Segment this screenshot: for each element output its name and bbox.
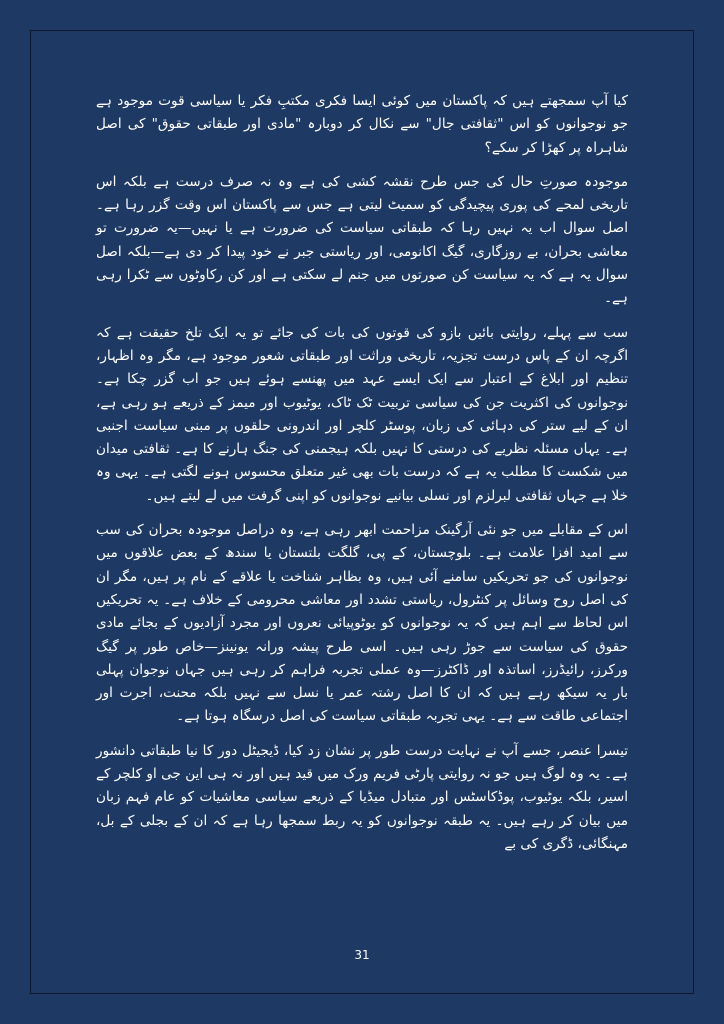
paragraph-traditional-left: سب سے پہلے، روایتی بائیں بازو کی قوتوں کی بات کی جائے تو یہ ایک تلخ حقیقت ہے کہ اگرچہ ان کے پاس درست تجزیہ، تاریخی وراثت اور طبقاتی شعور موجود ہے، مگر وہ اظہار، تنظیم اور ابلاغ کے اعتبار سے ایک ایسے عہد میں پھنسے ہوئے ہیں جو اب گزر چکا ہے۔ نوجوانوں کی اکثریت جن کی سیاسی تربیت ٹک ٹاک، یوٹیوب اور میمز کے ذریعے ہو رہی ہے، ان کے لیے ستر کی دہائی کی زبان، پوسٹر کلچر اور اندرونی حلقوں پر مبنی سیاست اجنبی ہے۔ یہاں مسئلہ نظریے کی درستی کا نہیں بلکہ ہیجمنی کی جنگ ہارنے کا ہے۔ ثقافتی میدان میں شکست کا مطلب یہ ہے کہ درست بات بھی غیر متعلق محسوس ہونے لگتی ہے۔ یہی وہ خلا ہے جہاں ثقافتی لبرلزم اور نسلی بیانیے نوجوانوں کو اپنی گرفت میں لے لیتے ہیں۔ bbox=[96, 324, 628, 504]
paragraph-organic-resistance: اس کے مقابلے میں جو نئی آرگینک مزاحمت ابھر رہی ہے، وہ دراصل موجودہ بحران کی سب سے امید افزا علامت ہے۔ بلوچستان، کے پی، گلگت بلتستان یا سندھ کے بعض علاقوں میں نوجوانوں کی جو تحریکیں سامنے آئی ہیں، وہ بظاہر شناخت یا علاقے کے نام پر ہیں، مگر ان کی اصل روح وسائل پر کنٹرول، ریاستی تشدد اور معاشی محرومی کے خلاف ہے۔ یہ تحریکیں اس لحاظ سے اہم ہیں کہ یہ نوجوانوں کو یوٹوپیائی نعروں اور مجرد آزادیوں کے بجائے مادی حقوق کی سیاست سے جوڑ رہی ہیں۔ اسی طرح پیشہ ورانہ یونینز—خاص طور پر گیگ ورکرز، رائیڈرز، اساتذہ اور ڈاکٹرز—وہ عملی تجربہ فراہم کر رہی ہیں جہاں نوجوان پہلی بار یہ سیکھ رہے ہیں کہ ان کا اصل رشتہ عمر یا نسل سے نہیں بلکہ محنت، اجرت اور اجتماعی طاقت سے ہے۔ یہی تجربہ طبقاتی سیاست کی اصل درسگاہ ہوتا ہے۔ bbox=[96, 522, 628, 725]
paragraph-question: کیا آپ سمجھتے ہیں کہ پاکستان میں کوئی ایسا فکری مکتبِ فکر یا سیاسی قوت موجود ہے جو نوجوانوں کو اس "ثقافتی جال" سے نکال کر دوبارہ "مادی اور طبقاتی حقوق" کی اصل شاہراہ پر کھڑا کر سکے؟ bbox=[96, 93, 628, 156]
paragraph-current-situation: موجودہ صورتِ حال کی جس طرح نقشہ کشی کی ہے وہ نہ صرف درست ہے بلکہ اس تاریخی لمحے کی پوری پیچیدگی کو سمیٹ لیتی ہے جس سے پاکستان اس وقت گزر رہا ہے۔ اصل سوال اب یہ نہیں رہا کہ طبقاتی سیاست کی ضرورت ہے یا نہیں—یہ ضرورت تو معاشی بحران، بے روزگاری، گیگ اکانومی، اور ریاستی جبر نے خود پیدا کر دی ہے—بلکہ اصل سوال یہ ہے کہ یہ سیاست کن صورتوں میں جنم لے سکتی ہے اور کن رکاوٹوں سے ٹکرا رہی ہے۔ bbox=[96, 173, 628, 307]
article-body bbox=[96, 90, 628, 867]
paragraph-digital-intellectual: تیسرا عنصر، جسے آپ نے نہایت درست طور پر نشان زد کیا، ڈیجیٹل دور کا نیا طبقاتی دانشور ہے۔ یہ وہ لوگ ہیں جو نہ روایتی پارٹی فریم ورک میں قید ہیں اور نہ ہی این جی او کلچر کے اسیر، بلکہ یوٹیوب، پوڈکاسٹس اور متبادل میڈیا کے ذریعے سیاسی معاشیات کو عام فہم زبان میں بیان کر رہے ہیں۔ یہ طبقہ نوجوانوں کو یہ ربط سمجھا رہا ہے کہ ان کے بجلی کے بل، مہنگائی، ڈگری کی بے bbox=[96, 742, 628, 852]
page-number: 31 bbox=[354, 948, 370, 962]
